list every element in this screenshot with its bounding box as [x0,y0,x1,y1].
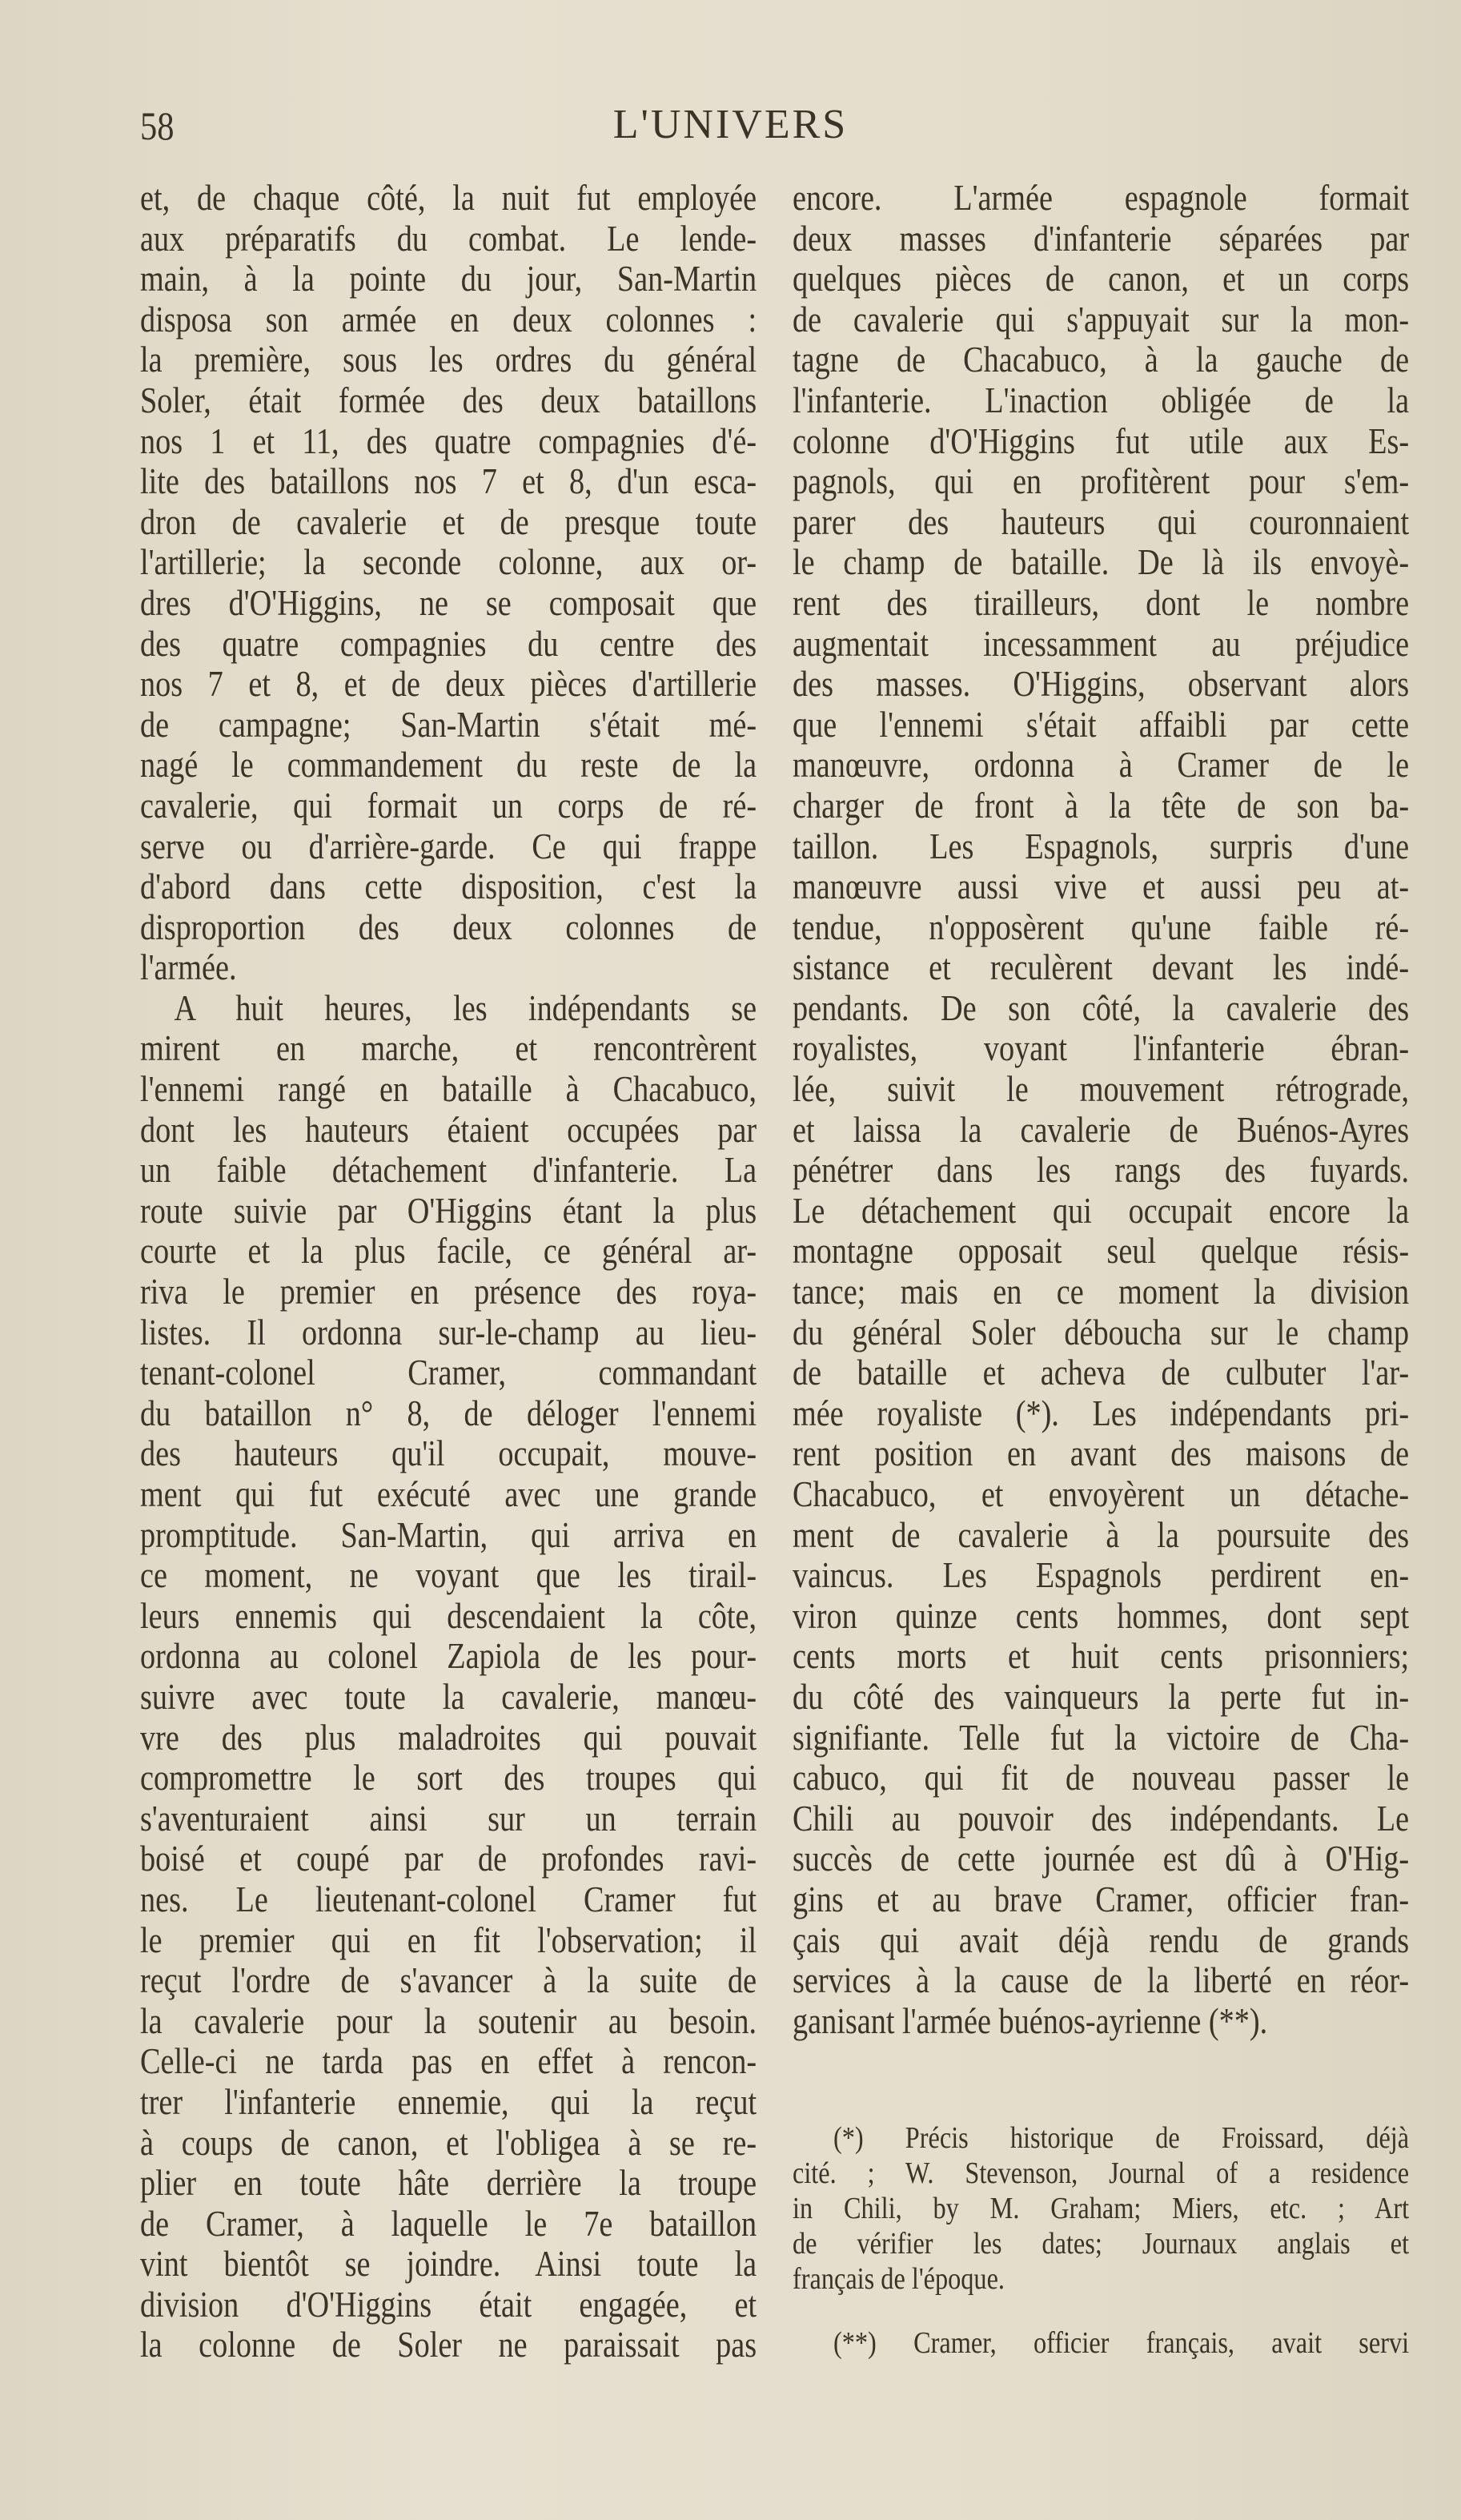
text-line-content: disposa son armée en deux colonnes : [140,299,757,340]
text-line-content: montagne opposait seul quelque résis- [793,1231,1410,1272]
text-line [793,988,1409,1029]
text-line [793,1393,1409,1434]
footnote [793,2120,1409,2297]
text-line-content: le champ de bataille. De là ils envoyè- [793,542,1410,583]
text-line-content: vaincus. Les Espagnols perdirent en- [793,1555,1410,1596]
text-line [140,340,757,380]
text-line-content: d'abord dans cette disposition, c'est la [140,866,757,907]
text-line-content: la cavalerie pour la soutenir au besoin. [140,2000,757,2041]
text-line [793,1515,1409,1556]
text-line-content: pénétrer dans les rangs des fuyards. [793,1150,1410,1191]
text-line [793,745,1409,786]
text-line-content: royalistes, voyant l'infanterie ébran- [793,1028,1410,1069]
text-line-content: (*) Précis historique de Froissard, déjà [833,2121,1410,2155]
text-line [793,219,1409,259]
text-line [793,1839,1409,1879]
text-line-content: de campagne; San-Martin s'était mé- [140,704,757,745]
text-line-content: pagnols, qui en profitèrent pour s'em- [793,461,1410,502]
text-line [140,1960,757,2001]
text-line-content: dron de cavalerie et de presque toute [140,501,757,542]
text-line-content: disproportion des deux colonnes de [140,906,757,947]
text-line [140,705,757,746]
text-line [793,1555,1409,1596]
text-line-content: sistance et reculèrent devant les indé- [793,947,1410,988]
text-line [793,826,1409,867]
text-line [140,1879,757,1920]
text-line [140,583,757,624]
text-line [140,1920,757,1961]
text-line-content: rent position en avant des maisons de [793,1433,1410,1474]
text-line [140,745,757,786]
text-line [140,178,757,219]
text-line [140,380,757,421]
text-line-content: des quatre compagnies du centre des [140,623,757,664]
text-line [140,1474,757,1515]
page-number: 58 [140,103,175,148]
text-line-content: leurs ennemis qui descendaient la côte, [140,1595,757,1636]
text-line [140,2163,757,2204]
text-line-content: trer l'infanterie ennemie, qui la reçut [140,2081,757,2122]
text-line-content: tagne de Chacabuco, à la gauche de [793,340,1410,380]
text-line-content: plier en toute hâte derrière la troupe [140,2163,757,2204]
text-line-content: in Chili, by M. Graham; Miers, etc. ; Art [793,2192,1410,2225]
text-line [140,826,757,867]
text-line-content: manœuvre aussi vive et aussi peu at- [793,866,1410,907]
text-line-content: de bataille et acheva de culbuter l'ar- [793,1352,1410,1393]
text-line-content: ce moment, ne voyant que les tirail- [140,1555,757,1596]
paragraph [140,988,757,2365]
text-line [793,1474,1409,1515]
text-line-content: lée, suivit le mouvement rétrograde, [793,1069,1410,1110]
text-line-content: ment de cavalerie à la poursuite des [793,1514,1410,1555]
text-line-content: des hauteurs qu'il occupait, mouve- [140,1433,757,1474]
text-line-content: nos 7 et 8, et de deux pièces d'artillerie [140,664,757,705]
text-line [140,2325,757,2365]
text-line [793,1960,1409,2001]
text-line-content: dont les hauteurs étaient occupées par [140,1109,757,1150]
text-line [793,502,1409,543]
text-line-content: à coups de canon, et l'obligea à se re- [140,2122,757,2163]
text-line [140,1028,757,1069]
text-line [793,1758,1409,1799]
text-line [793,299,1409,340]
text-line [793,1191,1409,1232]
text-line [140,1799,757,1839]
text-line [793,1272,1409,1312]
text-line [140,1555,757,1596]
text-line [140,1352,757,1393]
text-line [140,1312,757,1353]
text-line-content: des masses. O'Higgins, observant alors [793,664,1410,705]
right-column [793,178,1409,2041]
text-line [793,1718,1409,1758]
text-line [140,219,757,259]
text-line [793,1799,1409,1839]
text-line [140,664,757,705]
text-line-content: mirent en marche, et rencontrèrent [140,1028,757,1069]
text-line-content: l'artillerie; la seconde colonne, aux or- [140,542,757,583]
text-line [793,2001,1409,2042]
text-line [793,2325,1409,2361]
text-line-content: colonne d'O'Higgins fut utile aux Es- [793,420,1410,461]
text-line [793,624,1409,665]
text-line-content: nagé le commandement du reste de la [140,745,757,786]
text-line [140,1393,757,1434]
text-line [140,461,757,502]
text-line [140,542,757,583]
text-line [140,1839,757,1879]
text-line-content: de cavalerie qui s'appuyait sur la mon- [793,299,1410,340]
text-line-content: manœuvre, ordonna à Cramer de le [793,745,1410,786]
left-column [140,178,757,2365]
text-line [793,1920,1409,1961]
text-line-content: signifiante. Telle fut la victoire de Cha- [793,1717,1410,1758]
text-line [793,340,1409,380]
text-line [793,2191,1409,2226]
text-line-content: cents morts et huit cents prisonniers; [793,1636,1410,1677]
text-line-content: parer des hauteurs qui couronnaient [793,501,1410,542]
text-line [793,664,1409,705]
text-line-content: ganisant l'armée buénos-ayrienne (**). [793,2000,1268,2041]
text-line-content: de Cramer, à laquelle le 7e bataillon [140,2203,757,2244]
text-line [140,1596,757,1637]
text-line-content: courte et la plus facile, ce général ar- [140,1231,757,1272]
text-line-content: reçut l'ordre de s'avancer à la suite de [140,1960,757,2001]
text-line-content: services à la cause de la liberté en réor- [793,1960,1410,2001]
text-line [793,1879,1409,1920]
text-line [140,624,757,665]
text-line-content: serve ou d'arrière-garde. Ce qui frappe [140,826,757,866]
text-line-content: et, de chaque côté, la nuit fut employée [140,178,757,218]
text-line-content: la première, sous les ordres du général [140,340,757,380]
text-line [140,2082,757,2123]
text-line-content: du côté des vainqueurs la perte fut in- [793,1676,1410,1717]
text-line [793,866,1409,907]
text-line [793,2261,1409,2297]
text-line-content: gins et au brave Cramer, officier fran- [793,1879,1410,1919]
text-line-content: un faible détachement d'infanterie. La [140,1150,757,1191]
text-line [793,1231,1409,1272]
text-line [793,1433,1409,1474]
text-line-content: main, à la pointe du jour, San-Martin [140,259,757,299]
text-line-content: listes. Il ordonna sur-le-champ au lieu- [140,1312,757,1352]
text-line [793,461,1409,502]
text-line [793,178,1409,219]
text-line [140,1677,757,1718]
text-line [140,1718,757,1758]
text-line-content: augmentait incessamment au préjudice [793,623,1410,664]
text-line [140,2204,757,2245]
text-line-content: Chacabuco, et envoyèrent un détache- [793,1474,1410,1514]
text-line-content: charger de front à la tête de son ba- [793,785,1410,826]
text-line [140,1069,757,1110]
text-line [140,1758,757,1799]
text-line-content: taillon. Les Espagnols, surpris d'une [793,826,1410,866]
text-line [140,421,757,462]
text-line-content: Celle-ci ne tarda pas en effet à rencon- [140,2041,757,2082]
running-title: L'UNIVERS [612,102,849,147]
text-line-content: deux masses d'infanterie séparées par [793,218,1410,259]
text-line-content: encore. L'armée espagnole formait [793,178,1410,218]
text-line-content: du général Soler déboucha sur le champ [793,1312,1410,1352]
text-line [793,1312,1409,1353]
text-line [793,2226,1409,2261]
text-line [140,786,757,826]
text-line-content: l'ennemi rangé en bataille à Chacabuco, [140,1069,757,1110]
text-line-content: rent des tirailleurs, dont le nombre [793,582,1410,623]
text-line-content: division d'O'Higgins était engagée, et [140,2284,757,2325]
text-line-content: l'armée. [140,947,237,988]
text-line-content: que l'ennemi s'était affaibli par cette [793,704,1410,745]
text-line [793,380,1409,421]
text-line [140,1433,757,1474]
text-line-content: et laissa la cavalerie de Buénos-Ayres [793,1109,1410,1150]
text-line [793,1028,1409,1069]
text-line-content: la colonne de Soler ne paraissait pas [140,2325,757,2365]
text-line [140,1515,757,1556]
text-line-content: nos 1 et 11, des quatre compagnies d'é- [140,420,757,461]
text-line-content: quelques pièces de canon, et un corps [793,259,1410,299]
text-line-content: cavalerie, qui formait un corps de ré- [140,785,757,826]
text-line [793,259,1409,299]
text-line-content: l'infanterie. L'inaction obligée de la [793,380,1410,420]
text-line [793,1352,1409,1393]
text-line [793,907,1409,948]
text-line [793,1636,1409,1677]
text-line [793,1110,1409,1151]
text-line-content: Le détachement qui occupait encore la [793,1190,1410,1231]
text-line-content: pendants. De son côté, la cavalerie des [793,987,1410,1028]
text-line [793,705,1409,746]
text-line [793,1596,1409,1637]
text-line [140,947,757,988]
text-line [140,2244,757,2285]
text-line-content: vre des plus maladroites qui pouvait [140,1717,757,1758]
text-line [793,542,1409,583]
text-line-content: promptitude. San-Martin, qui arriva en [140,1514,757,1555]
text-line [140,1231,757,1272]
text-line [140,299,757,340]
text-line [793,2156,1409,2191]
text-line [793,1677,1409,1718]
text-line [793,786,1409,826]
text-line-content: lite des bataillons nos 7 et 8, d'un esca- [140,461,757,502]
text-line [140,2001,757,2042]
text-line-content: riva le premier en présence des roya- [140,1272,757,1312]
text-line [140,1636,757,1677]
paragraph [140,178,757,988]
text-line [140,988,757,1029]
text-line-content: tendue, n'opposèrent qu'une faible ré- [793,906,1410,947]
footnote [793,2325,1409,2361]
text-line [793,1069,1409,1110]
text-line-content: s'aventuraient ainsi sur un terrain [140,1798,757,1839]
text-line-content: vint bientôt se joindre. Ainsi toute la [140,2244,757,2285]
text-line-content: tenant-colonel Cramer, commandant [140,1352,757,1393]
text-line-content: A huit heures, les indépendants se [174,987,757,1028]
text-line-content: (**) Cramer, officier français, avait servi [833,2326,1410,2360]
text-line [793,1150,1409,1191]
text-line [140,259,757,299]
text-line-content: Chili au pouvoir des indépendants. Le [793,1798,1410,1839]
text-line-content: compromettre le sort des troupes qui [140,1758,757,1799]
text-line-content: ment qui fut exécuté avec une grande [140,1474,757,1514]
text-line [793,947,1409,988]
text-line-content: succès de cette journée est dû à O'Hig- [793,1839,1410,1879]
footnotes [793,2120,1409,2389]
text-line-content: cabuco, qui fit de nouveau passer le [793,1758,1410,1799]
text-line [140,1272,757,1312]
text-line-content: le premier qui en fit l'observation; il [140,1919,757,1960]
text-line-content: mée royaliste (*). Les indépendants pri- [793,1393,1410,1433]
text-line [140,1110,757,1151]
paragraph [793,178,1409,2041]
text-line-content: aux préparatifs du combat. Le lende- [140,218,757,259]
text-line [793,583,1409,624]
text-line-content: suivre avec toute la cavalerie, manœu- [140,1676,757,1717]
text-line-content: boisé et coupé par de profondes ravi- [140,1839,757,1879]
text-line-content: français de l'époque. [793,2262,1005,2296]
text-line-content: nes. Le lieutenant-colonel Cramer fut [140,1879,757,1919]
text-line [140,2041,757,2082]
text-line [793,2120,1409,2156]
text-line-content: cité. ; W. Stevenson, Journal of a residence [793,2156,1410,2190]
text-line-content: çais qui avait déjà rendu de grands [793,1919,1410,1960]
text-line-content: dres d'O'Higgins, ne se composait que [140,582,757,623]
text-line [140,1150,757,1191]
text-line [793,421,1409,462]
text-line-content: Soler, était formée des deux bataillons [140,380,757,420]
text-line-content: route suivie par O'Higgins étant la plus [140,1190,757,1231]
text-line [140,502,757,543]
text-line [140,907,757,948]
text-line-content: viron quinze cents hommes, dont sept [793,1595,1410,1636]
text-line [140,2285,757,2325]
text-line [140,1191,757,1232]
text-line-content: ordonna au colonel Zapiola de les pour- [140,1636,757,1677]
text-line [140,2123,757,2164]
text-line-content: du bataillon n° 8, de déloger l'ennemi [140,1393,757,1433]
text-line [140,866,757,907]
text-line-content: tance; mais en ce moment la division [793,1272,1410,1312]
text-line-content: de vérifier les dates; Journaux anglais et [793,2227,1410,2261]
